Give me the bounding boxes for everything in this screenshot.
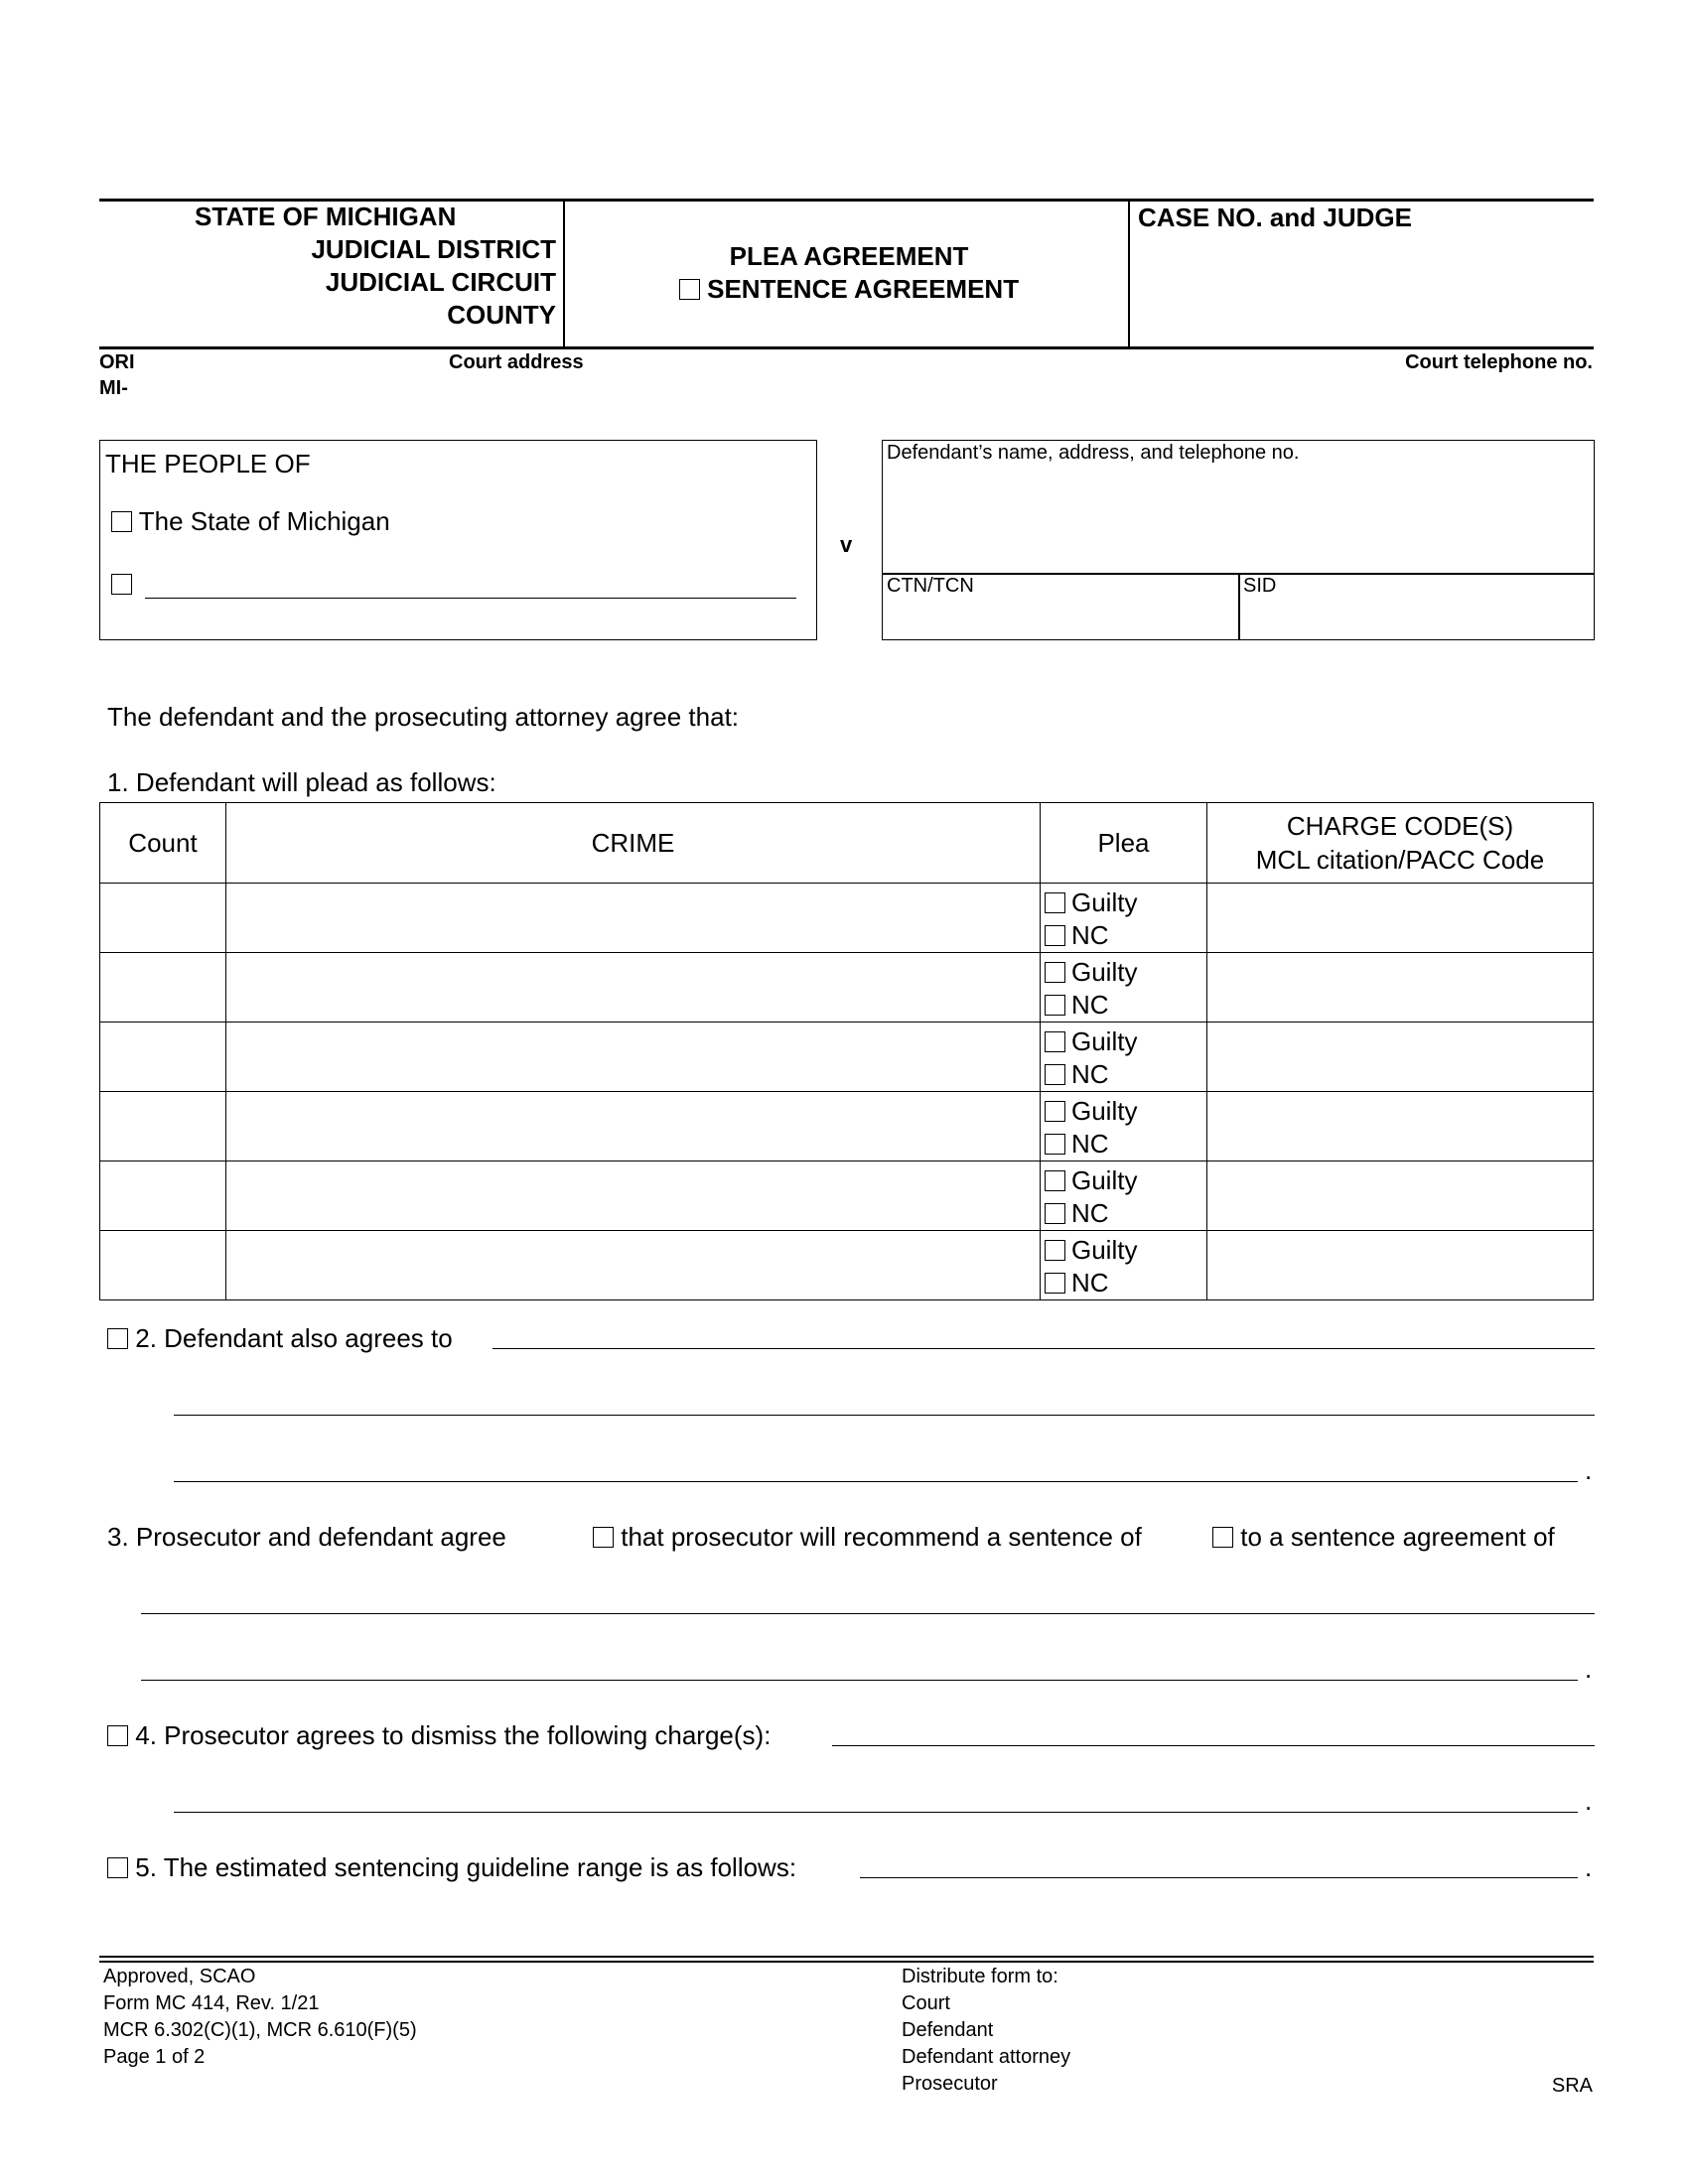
sid-label: SID (1243, 575, 1277, 597)
recipient-prosecutor: Prosecutor (902, 2073, 998, 2095)
item-4 (107, 1720, 771, 1751)
item-1-text: Defendant will plead as follows: (135, 767, 496, 797)
ctn-sid-divider (1238, 573, 1240, 640)
state-label: STATE OF MICHIGAN (195, 202, 457, 231)
item-1 (107, 767, 496, 798)
nc-checkbox[interactable] (1045, 995, 1065, 1016)
page-number: Page 1 of 2 (103, 2046, 206, 2068)
form-number: Form MC 414, Rev. 1/21 (103, 1992, 320, 2014)
table-row (100, 1092, 1594, 1161)
table-row (100, 884, 1594, 953)
count-cell[interactable] (100, 1092, 226, 1161)
charge-code-cell[interactable] (1207, 1023, 1594, 1092)
count-cell[interactable] (100, 884, 226, 953)
item-3 (107, 1522, 506, 1553)
sentence-agreement-checkbox[interactable] (679, 279, 700, 300)
guilty-checkbox[interactable] (1045, 892, 1065, 913)
form-code: SRA (1551, 2075, 1593, 2097)
item-5-number: 5. (135, 1852, 157, 1882)
nc-label: NC (1071, 990, 1109, 1020)
court-jurisdiction-block (99, 201, 556, 332)
item-4-line-1[interactable] (832, 1745, 1595, 1746)
item-2-line-1[interactable] (492, 1348, 1595, 1349)
recipient-court: Court (902, 1992, 950, 2014)
other-people-field[interactable] (145, 598, 796, 599)
item-4-period: . (1585, 1786, 1593, 1816)
item-3-number: 3. (107, 1522, 129, 1552)
nc-checkbox[interactable] (1045, 1064, 1065, 1085)
distribute-label: Distribute form to: (902, 1966, 1058, 1987)
recommend-sentence-label: that prosecutor will recommend a sentence of (621, 1522, 1142, 1552)
defendant-info-label: Defendant’s name, address, and telephone no. (887, 442, 1300, 464)
footer-form-info (103, 1964, 417, 2071)
state-of-michigan-checkbox[interactable] (111, 511, 132, 532)
charge-code-cell[interactable] (1207, 1161, 1594, 1231)
guilty-checkbox[interactable] (1045, 962, 1065, 983)
item-4-checkbox[interactable] (107, 1725, 128, 1746)
item-3-line-2[interactable] (141, 1680, 1578, 1681)
guilty-checkbox[interactable] (1045, 1170, 1065, 1191)
district-label: JUDICIAL DISTRICT (311, 234, 556, 264)
guilty-label: Guilty (1071, 1165, 1138, 1195)
crime-cell[interactable] (226, 1092, 1041, 1161)
nc-label: NC (1071, 1268, 1109, 1297)
item-5 (107, 1852, 796, 1883)
count-cell[interactable] (100, 953, 226, 1023)
other-people-option (111, 574, 132, 598)
guilty-label: Guilty (1071, 1096, 1138, 1126)
item-1-number: 1. (107, 767, 129, 797)
state-of-michigan-label: The State of Michigan (138, 506, 390, 536)
item-2-period: . (1585, 1455, 1593, 1485)
plea-cell (1041, 1023, 1207, 1092)
crime-cell[interactable] (226, 884, 1041, 953)
charge-code-cell[interactable] (1207, 884, 1594, 953)
nc-label: NC (1071, 1059, 1109, 1089)
sentence-agreement-label: SENTENCE AGREEMENT (707, 274, 1020, 304)
charge-code-header-line1: CHARGE CODE(S) (1286, 811, 1514, 841)
nc-label: NC (1071, 920, 1109, 950)
plea-cell (1041, 1161, 1207, 1231)
guilty-label: Guilty (1071, 887, 1138, 917)
nc-checkbox[interactable] (1045, 1134, 1065, 1155)
item-4-number: 4. (135, 1720, 157, 1750)
item-2-checkbox[interactable] (107, 1328, 128, 1349)
plea-cell (1041, 1231, 1207, 1300)
guilty-checkbox[interactable] (1045, 1101, 1065, 1122)
guilty-label: Guilty (1071, 957, 1138, 987)
state-of-michigan-option (111, 506, 390, 537)
item-5-period: . (1585, 1852, 1593, 1882)
guilty-checkbox[interactable] (1045, 1031, 1065, 1052)
plea-cell (1041, 1092, 1207, 1161)
item-2-line-3[interactable] (174, 1481, 1578, 1482)
nc-label: NC (1071, 1129, 1109, 1159)
people-of-label: THE PEOPLE OF (105, 449, 311, 478)
item-3-line-1[interactable] (141, 1613, 1595, 1614)
charge-code-header (1207, 803, 1594, 884)
crime-cell[interactable] (226, 1161, 1041, 1231)
crime-cell[interactable] (226, 1023, 1041, 1092)
crime-cell[interactable] (226, 1231, 1041, 1300)
nc-checkbox[interactable] (1045, 1203, 1065, 1224)
court-address-label: Court address (449, 351, 584, 373)
charge-code-cell[interactable] (1207, 953, 1594, 1023)
charge-code-header-line2: MCL citation/PACC Code (1255, 845, 1545, 875)
ctn-tcn-label: CTN/TCN (887, 575, 974, 597)
plea-cell (1041, 884, 1207, 953)
recommend-sentence-checkbox[interactable] (593, 1527, 614, 1548)
count-header: Count (100, 803, 226, 884)
guilty-label: Guilty (1071, 1026, 1138, 1056)
guilty-label: Guilty (1071, 1235, 1138, 1265)
form-title (566, 240, 1132, 306)
table-row (100, 1231, 1594, 1300)
header-bottom-rule (99, 346, 1594, 349)
nc-checkbox[interactable] (1045, 1273, 1065, 1294)
sentence-agreement-of-checkbox[interactable] (1212, 1527, 1233, 1548)
approved-label: Approved, SCAO (103, 1966, 256, 1987)
county-label: COUNTY (447, 300, 556, 330)
court-rules: MCR 6.302(C)(1), MCR 6.610(F)(5) (103, 2019, 417, 2041)
plea-cell (1041, 953, 1207, 1023)
nc-checkbox[interactable] (1045, 925, 1065, 946)
item-5-checkbox[interactable] (107, 1857, 128, 1878)
circuit-label: JUDICIAL CIRCUIT (325, 267, 556, 297)
court-telephone-label: Court telephone no. (1405, 351, 1593, 373)
item-5-text: The estimated sentencing guideline range is as follows: (163, 1852, 797, 1882)
distribution-list (902, 1964, 1070, 2098)
other-people-checkbox[interactable] (111, 574, 132, 595)
item-3-text: Prosecutor and defendant agree (135, 1522, 506, 1552)
recipient-defendant: Defendant (902, 2019, 994, 2041)
item-5-line[interactable] (860, 1877, 1578, 1878)
plea-table (99, 802, 1594, 1300)
item-3-option-agreement (1212, 1522, 1555, 1553)
count-cell[interactable] (100, 1231, 226, 1300)
footer-rule-2 (99, 1961, 1594, 1963)
plea-table-header (100, 803, 1594, 884)
charge-code-cell[interactable] (1207, 1092, 1594, 1161)
item-3-option-recommend (593, 1522, 1142, 1553)
versus-label: v (840, 532, 853, 557)
item-4-text: Prosecutor agrees to dismiss the following charge(s): (164, 1720, 772, 1750)
table-row (100, 1161, 1594, 1231)
agreement-intro: The defendant and the prosecuting attorney agree that: (107, 702, 740, 732)
item-2-line-2[interactable] (174, 1415, 1595, 1416)
footer-rule-1 (99, 1956, 1594, 1958)
crime-cell[interactable] (226, 953, 1041, 1023)
mi-label: MI- (99, 377, 128, 399)
item-4-line-2[interactable] (174, 1812, 1578, 1813)
sentence-agreement-option (566, 273, 1132, 306)
case-no-judge-label: CASE NO. and JUDGE (1138, 203, 1412, 232)
item-2-text: Defendant also agrees to (164, 1323, 453, 1353)
recipient-defendant-attorney: Defendant attorney (902, 2046, 1071, 2068)
sentence-agreement-of-label: to a sentence agreement of (1240, 1522, 1555, 1552)
table-row (100, 953, 1594, 1023)
plea-agreement-title: PLEA AGREEMENT (729, 241, 969, 271)
plea-header: Plea (1041, 803, 1207, 884)
guilty-checkbox[interactable] (1045, 1240, 1065, 1261)
item-2 (107, 1323, 453, 1354)
crime-header: CRIME (226, 803, 1041, 884)
count-cell[interactable] (100, 1023, 226, 1092)
nc-label: NC (1071, 1198, 1109, 1228)
ori-label: ORI (99, 351, 135, 373)
item-2-number: 2. (135, 1323, 157, 1353)
charge-code-cell[interactable] (1207, 1231, 1594, 1300)
count-cell[interactable] (100, 1161, 226, 1231)
table-row (100, 1023, 1594, 1092)
header-divider-left (563, 199, 565, 347)
item-3-period: . (1585, 1654, 1593, 1684)
